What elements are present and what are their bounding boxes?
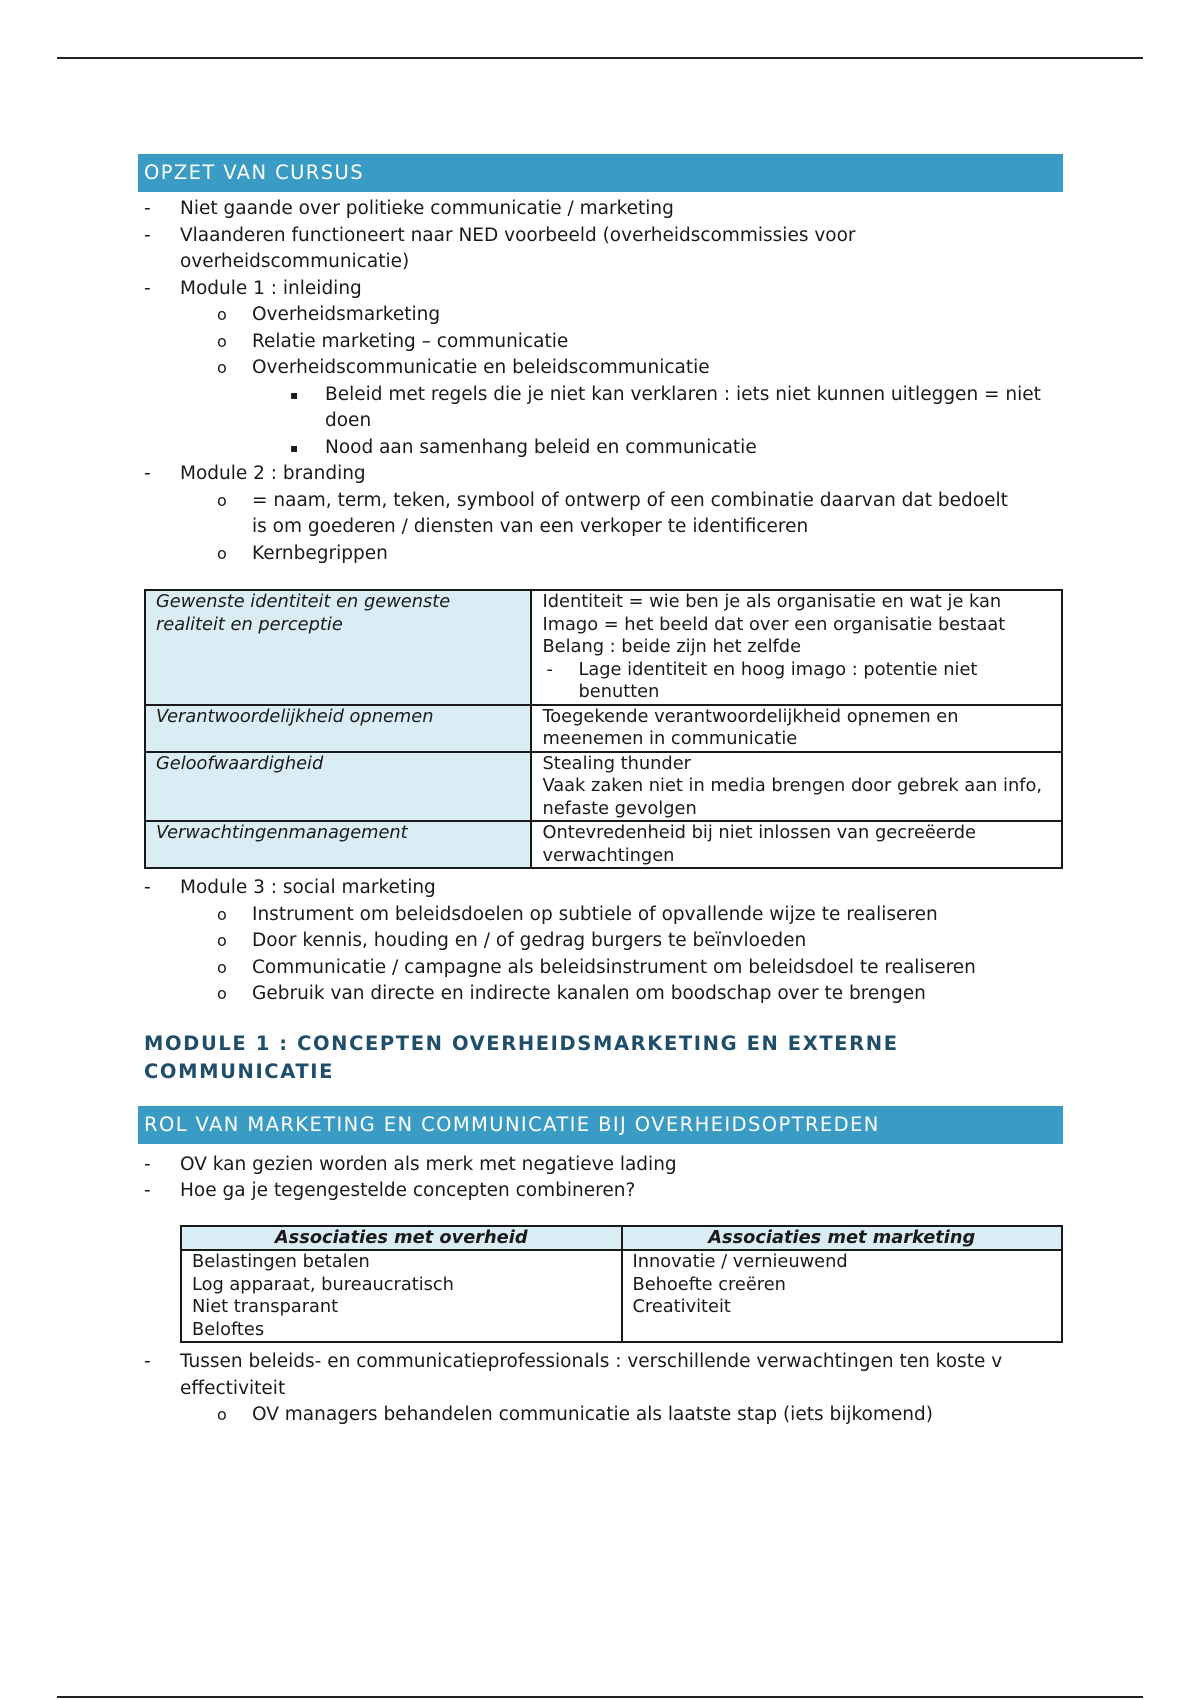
module-3-list	[138, 875, 1063, 1008]
cell-line: Stealing thunder	[542, 752, 691, 774]
table-header-row	[181, 1226, 1062, 1251]
list-item	[138, 902, 1063, 929]
list-item-text: Tussen beleids- en communicatieprofessionals : verschillende verwachtingen ten koste v effectiviteit	[180, 1351, 1003, 1399]
table-row	[145, 752, 1062, 822]
list-item: - Vlaanderen functioneert naar NED voorbeeld (overheidscommissies voor overheidscommunicatie)	[138, 223, 1063, 276]
section-banner-rol: ROL VAN MARKETING EN COMMUNICATIE BIJ OVERHEIDSOPTREDEN	[138, 1106, 1063, 1144]
cell-line: Behoefte creëren	[632, 1273, 786, 1295]
module-2-label: Module 2 : branding	[180, 463, 366, 484]
sub-item-text: Instrument om beleidsdoelen op subtiele of opvallende wijze te realiseren	[252, 903, 938, 925]
course-outline-list	[138, 196, 1063, 567]
list-item-module-3	[138, 875, 1063, 1008]
sub-sub-item-text: Beleid met regels die je niet kan verklaren : iets niet kunnen uitleggen = niet doen	[325, 383, 1041, 431]
cell-line: Belastingen betalen	[192, 1251, 370, 1272]
list-item	[138, 955, 1063, 982]
list-item	[138, 1402, 1023, 1429]
kernbegrippen-table	[144, 589, 1063, 869]
table-row	[145, 821, 1062, 868]
table-value-cell	[531, 821, 1062, 868]
list-item	[138, 981, 1063, 1008]
module-1-sublist	[138, 302, 1063, 461]
cell-dash-line: - Lage identiteit en hoog imago : potentie niet benutten	[542, 659, 1051, 704]
cell-line: Toegekende verantwoordelijkheid opnemen en meenemen in communicatie	[542, 705, 959, 749]
list-item: - Niet gaande over politieke communicatie / marketing	[138, 196, 1063, 223]
list-item	[138, 435, 1063, 462]
list-item	[138, 928, 1063, 955]
after-table-list	[138, 1349, 1063, 1429]
document-body	[138, 154, 1063, 1429]
list-item	[138, 329, 1063, 356]
list-item: - Hoe ga je tegengestelde concepten combineren?	[138, 1178, 1063, 1205]
footer-rule	[57, 1696, 1143, 1698]
sub-item-text: Communicatie / campagne als beleidsinstrument om beleidsdoel te realiseren	[252, 956, 976, 978]
table-key-cell: Verwachtingenmanagement	[145, 821, 531, 868]
cell-line: Ontevredenheid bij niet inlossen van gecreëerde verwachtingen	[542, 822, 976, 866]
cell-line: Niet transparant	[192, 1296, 339, 1317]
after-sublist	[138, 1402, 1023, 1429]
table-key-cell: Gewenste identiteit en gewenste realiteit en perceptie	[145, 590, 531, 705]
sub-sub-list	[138, 382, 1063, 462]
associaties-table	[180, 1225, 1063, 1344]
table-cell-overheid	[181, 1250, 622, 1342]
table-key-cell: Geloofwaardigheid	[145, 752, 531, 822]
sub-item-text: OV managers behandelen communicatie als laatste stap (iets bijkomend)	[252, 1404, 933, 1425]
sub-item-text: = naam, term, teken, symbool of ontwerp of een combinatie daarvan dat bedoelt is om goederen / diensten van een verkoper te identificeren	[252, 489, 1008, 537]
table-key-cell: Verantwoordelijkheid opnemen	[145, 705, 531, 752]
sub-item-text: Overheidsmarketing	[252, 304, 441, 325]
table-header-marketing: Associaties met marketing	[622, 1226, 1063, 1251]
module-1-label: Module 1 : inleiding	[180, 277, 362, 299]
table-value-cell	[531, 705, 1062, 752]
header-rule	[57, 57, 1143, 59]
cell-line: Creativiteit	[632, 1296, 731, 1317]
table-header-overheid: Associaties met overheid	[181, 1226, 622, 1251]
list-item: - OV kan gezien worden als merk met negatieve lading	[138, 1152, 1063, 1179]
list-item-module-2	[138, 461, 1063, 567]
cell-line: Innovatie / vernieuwend	[632, 1251, 848, 1272]
section-banner-opzet: OPZET VAN CURSUS	[138, 154, 1063, 192]
circle-bullet-icon: o	[217, 931, 227, 950]
sub-item-text: Relatie marketing – communicatie	[252, 330, 569, 352]
module-heading: MODULE 1 : CONCEPTEN OVERHEIDSMARKETING EN EXTERNE COMMUNICATIE	[144, 1031, 899, 1083]
table-value-cell	[531, 590, 1062, 705]
circle-bullet-icon: o	[217, 490, 227, 510]
table-row	[145, 705, 1062, 752]
cell-line: Identiteit = wie ben je als organisatie en wat je kan	[542, 591, 1002, 612]
sub-item-text: Gebruik van directe en indirecte kanalen om boodschap over te brengen	[252, 983, 926, 1004]
list-item	[138, 1349, 1063, 1429]
circle-bullet-icon: o	[217, 984, 227, 1003]
square-bullet-icon: ▪	[290, 387, 299, 402]
module-3-sublist	[138, 902, 1063, 1008]
rol-list	[138, 1152, 1063, 1205]
circle-bullet-icon: o	[217, 957, 227, 977]
cell-line: Imago = het beeld dat over een organisatie bestaat	[542, 613, 1006, 635]
list-item-module-1	[138, 276, 1063, 462]
square-bullet-icon: ▪	[290, 440, 299, 455]
list-item	[138, 488, 1063, 541]
table-row	[181, 1250, 1062, 1342]
list-item	[138, 541, 1063, 568]
table-row	[145, 590, 1062, 705]
circle-bullet-icon: o	[217, 358, 227, 377]
circle-bullet-icon: o	[217, 543, 227, 563]
circle-bullet-icon: o	[217, 1405, 227, 1424]
list-item	[138, 302, 1063, 329]
circle-bullet-icon: o	[217, 305, 227, 324]
cell-line: Vaak zaken niet in media brengen door gebrek aan info, nefaste gevolgen	[542, 775, 1043, 819]
list-item	[138, 382, 1063, 435]
sub-item-text: Kernbegrippen	[252, 542, 388, 564]
list-item	[138, 355, 1063, 461]
cell-line: Belang : beide zijn het zelfde	[542, 636, 802, 657]
sub-sub-item-text: Nood aan samenhang beleid en communicatie	[325, 436, 757, 458]
sub-item-text: Door kennis, houding en / of gedrag burgers te beïnvloeden	[252, 930, 807, 951]
circle-bullet-icon: o	[217, 904, 227, 924]
cell-line: Log apparaat, bureaucratisch	[192, 1273, 454, 1295]
module-3-label: Module 3 : social marketing	[180, 877, 436, 898]
table-value-cell	[531, 752, 1062, 822]
table-cell-marketing	[622, 1250, 1063, 1342]
circle-bullet-icon: o	[217, 331, 227, 351]
cell-line: Beloftes	[192, 1318, 265, 1340]
module-2-sublist	[138, 488, 1063, 568]
sub-item-text: Overheidscommunicatie en beleidscommunicatie	[252, 357, 710, 378]
